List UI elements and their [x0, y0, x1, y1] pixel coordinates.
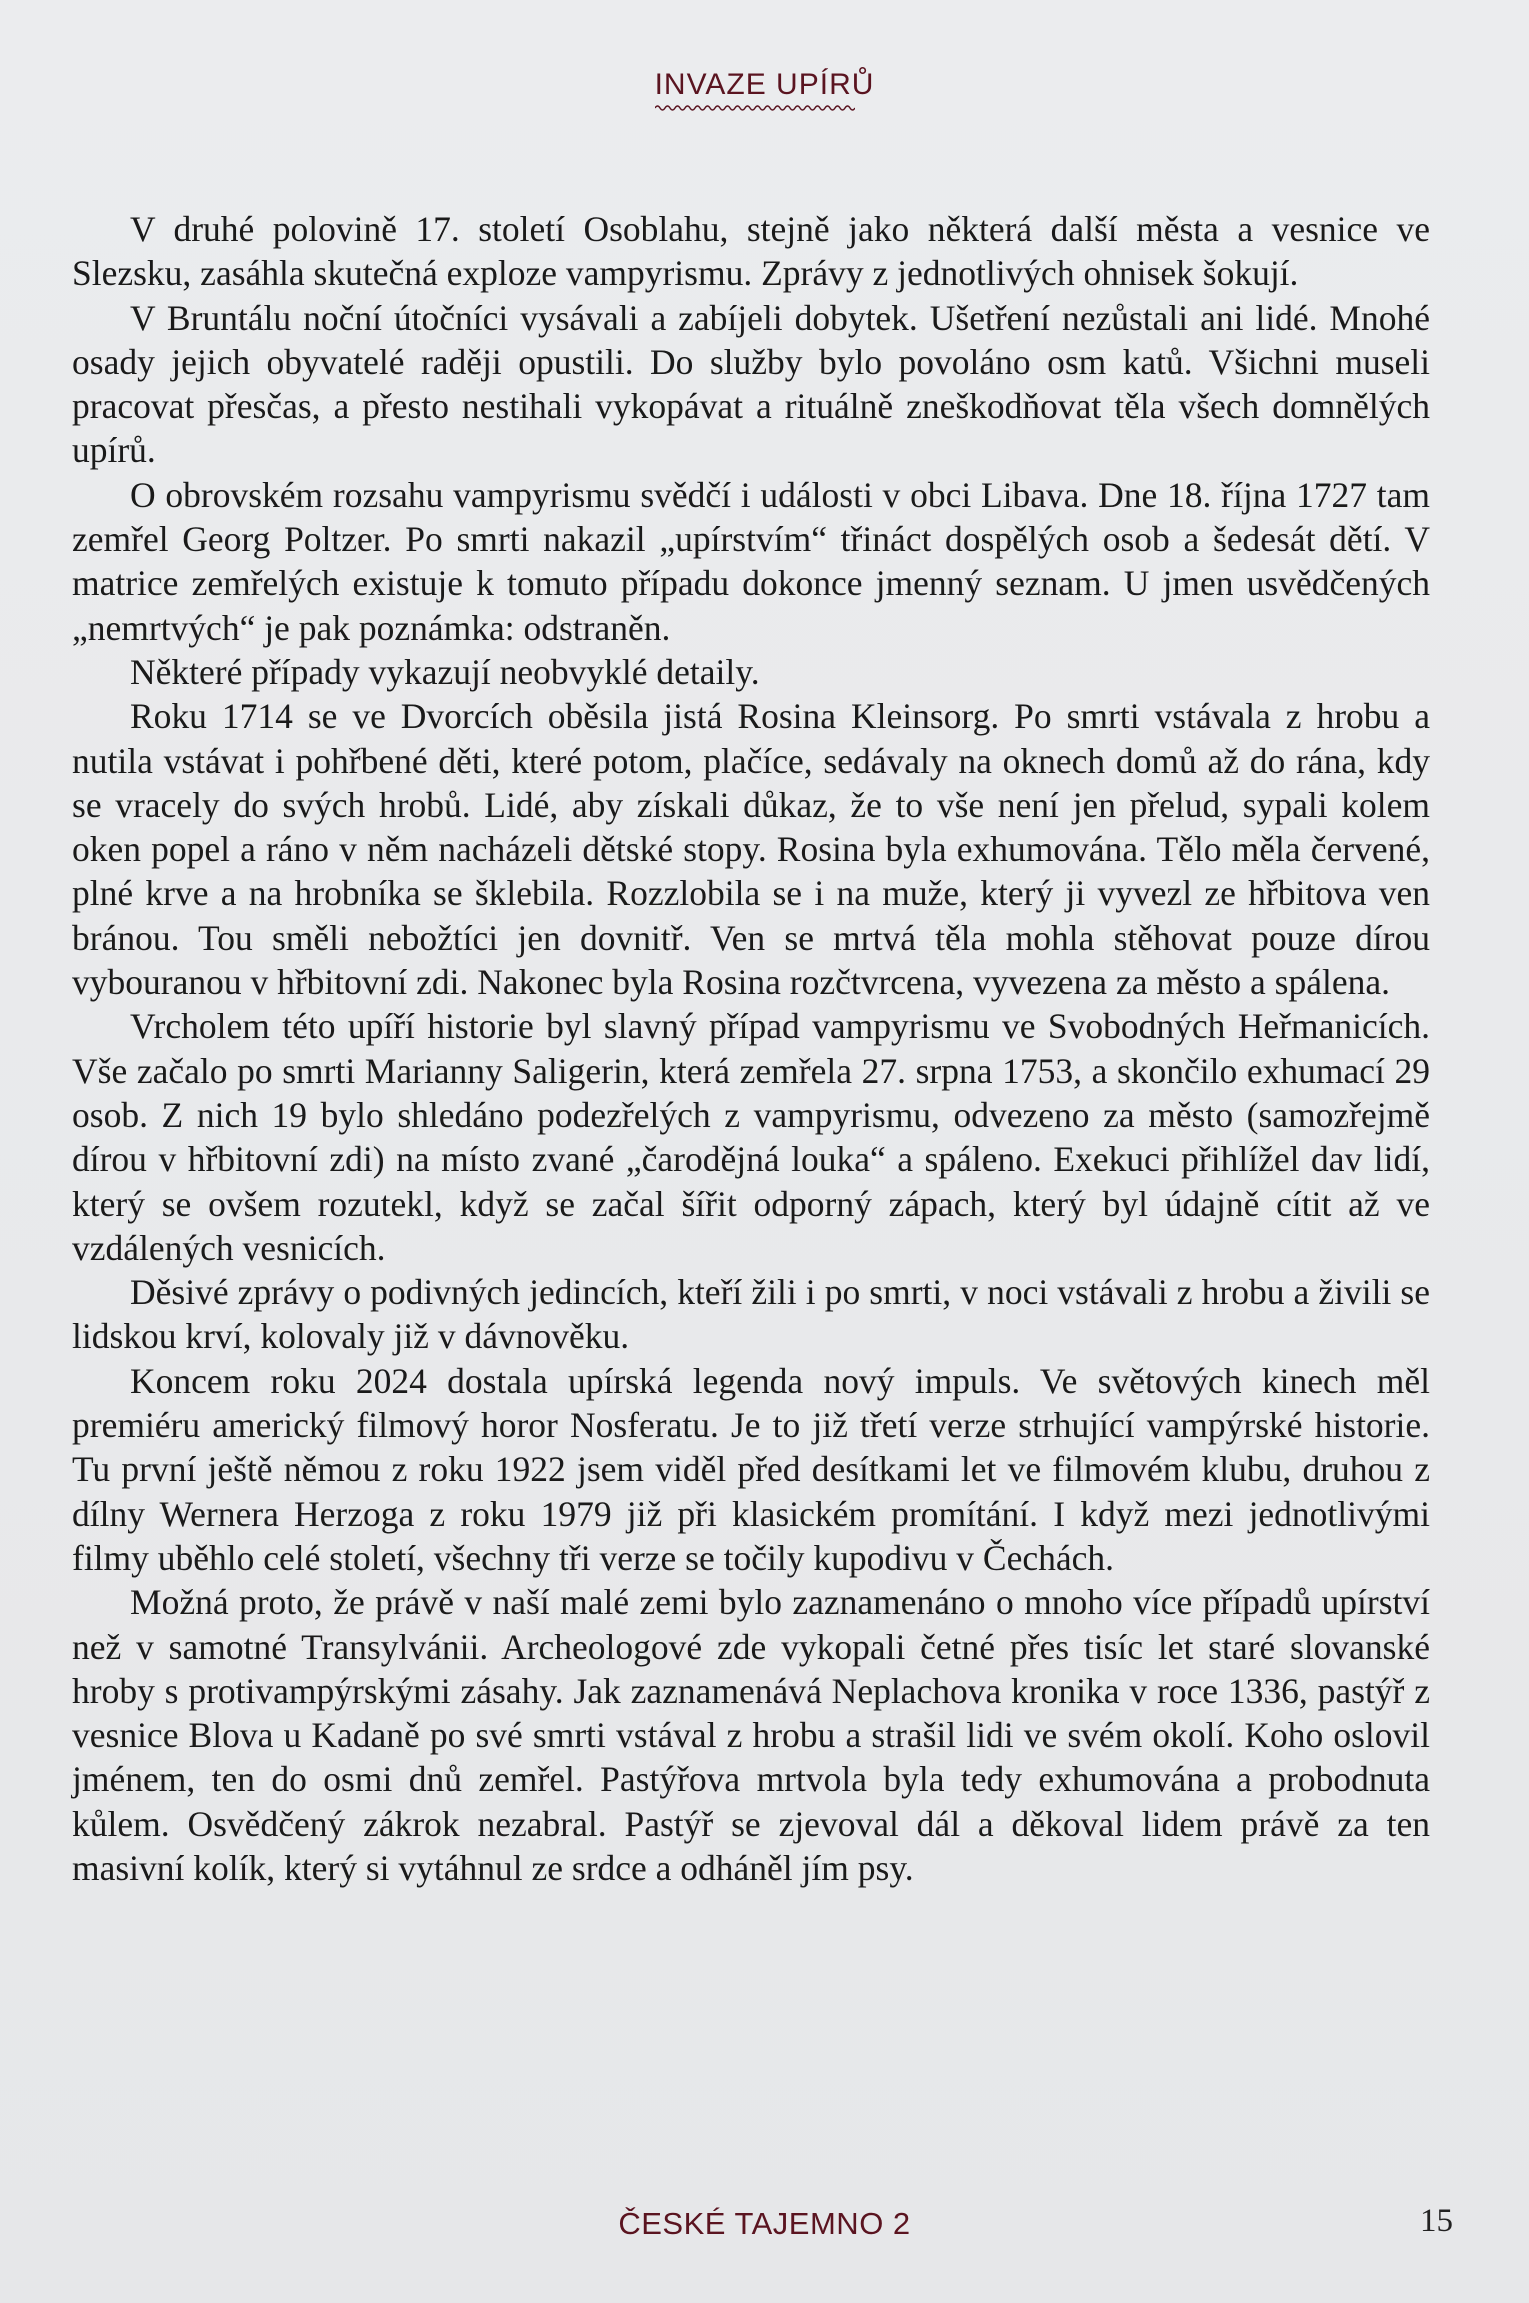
- chapter-title: [655, 68, 875, 108]
- paragraph: Vrcholem této upíří historie byl slavný případ vampyrismu ve Svobodných Heřmanicích. Vše začalo po smrti Marianny Saligerin, která zemřela 27. srpna 1753, a skončilo exhumací 29 osob. Z nich 19 bylo shledáno podezřelých z vampyrismu, odvezeno za město (samozřejmě dírou v hřbitovní zdi) na místo zvané „čarodějná louka“ a spáleno. Exekuci přihlížel dav lidí, který se ovšem rozutekl, když se začal šířit odporný zápach, který byl údajně cítit až ve vzdálených vesnicích.: [72, 1006, 1430, 1268]
- publication-footer: ČESKÉ TAJEMNO 2: [618, 2206, 911, 2241]
- chapter-title-text: INVAZE UPÍRŮ: [654, 68, 875, 101]
- page-number: 15: [1420, 2203, 1453, 2239]
- paragraph: O obrovském rozsahu vampyrismu svědčí i události v obci Libava. Dne 18. října 1727 tam zemřel Georg Poltzer. Po smrti nakazil „upírstvím“ třináct dospělých osob a šedesát dětí. V matrice zemřelých existuje k tomuto případu dokonce jmenný seznam. U jmen usvědčených „nemrtvých“ je pak poznámka: odstraněn.: [72, 474, 1430, 648]
- paragraph: Roku 1714 se ve Dvorcích oběsila jistá Rosina Kleinsorg. Po smrti vstávala z hrobu a nutila vstávat i pohřbené děti, které potom, plačíce, sedávaly na oknech domů až do rána, kdy se vracely do svých hrobů. Lidé, aby získali důkaz, že to vše není jen přelud, sypali kolem oken popel a ráno v něm nacházeli dětské stopy. Rosina byla exhumována. Tělo měla červené, plné krve a na hrobníka se šklebila. Rozzlobila se i na muže, který ji vyvezl ze hřbitova ven bránou. Tou směli nebožtíci jen dovnitř. Ven se mrtvá těla mohla stěhovat pouze dírou vybouranou v hřbitovní zdi. Nakonec byla Rosina rozčtvrcena, vyvezena za město a spálena.: [72, 696, 1430, 1003]
- paragraph: Děsivé zprávy o podivných jedincích, kteří žili i po smrti, v noci vstávali z hrobu a živili se lidskou krví, kolovaly již v dávnověku.: [72, 1272, 1430, 1357]
- paragraph: Možná proto, že právě v naší malé zemi bylo zaznamenáno o mnoho více případů upírství než v samotné Transylvánii. Archeologové zde vykopali četné přes tisíc let staré slovanské hroby s protivampýrskými zásahy. Jak zaznamenává Neplachova kronika v roce 1336, pastýř z vesnice Blova u Kadaně po své smrti vstával z hrobu a strašil lidi ve svém okolí. Koho oslovil jménem, ten do osmi dnů zemřel. Pastýřova mrtvola byla tedy exhumována a probodnuta kůlem. Osvědčený zákrok nezabral. Pastýř se zjevoval dál a děkoval lidem právě za ten masivní kolík, který si vytáhnul ze srdce a odháněl jím psy.: [72, 1582, 1430, 1888]
- paragraph: V Bruntálu noční útočníci vysávali a zabíjeli dobytek. Ušetření nezůstali ani lidé. Mnohé osady jejich obyvatelé raději opustili. Do služby bylo povoláno osm katů. Všichni museli pracovat přesčas, a přesto nestihali vykopávat a rituálně zneškodňovat těla všech domnělých upírů.: [72, 297, 1430, 471]
- paragraph: Koncem roku 2024 dostala upírská legenda nový impuls. Ve světových kinech měl premiéru americký filmový horor Nosferatu. Je to již třetí verze strhující vampýrské historie. Tu první ještě němou z roku 1922 jsem viděl před desítkami let ve filmovém klubu, druhou z dílny Wernera Herzoga z roku 1979 již při klasickém promítání. I když mezi jednotlivými filmy uběhlo celé století, všechny tři verze se točily kupodivu v Čechách.: [72, 1360, 1430, 1578]
- paragraph: Některé případy vykazují neobvyklé detaily.: [130, 651, 760, 692]
- running-head: [0, 68, 1529, 108]
- paragraph: V druhé polovině 17. století Osoblahu, stejně jako některá další města a vesnice ve Slezsku, zasáhla skutečná exploze vampyrismu. Zprávy z jednotlivých ohnisek šokují.: [72, 209, 1430, 294]
- wavy-underline-ornament: [655, 104, 855, 112]
- article-body: [72, 207, 1430, 1890]
